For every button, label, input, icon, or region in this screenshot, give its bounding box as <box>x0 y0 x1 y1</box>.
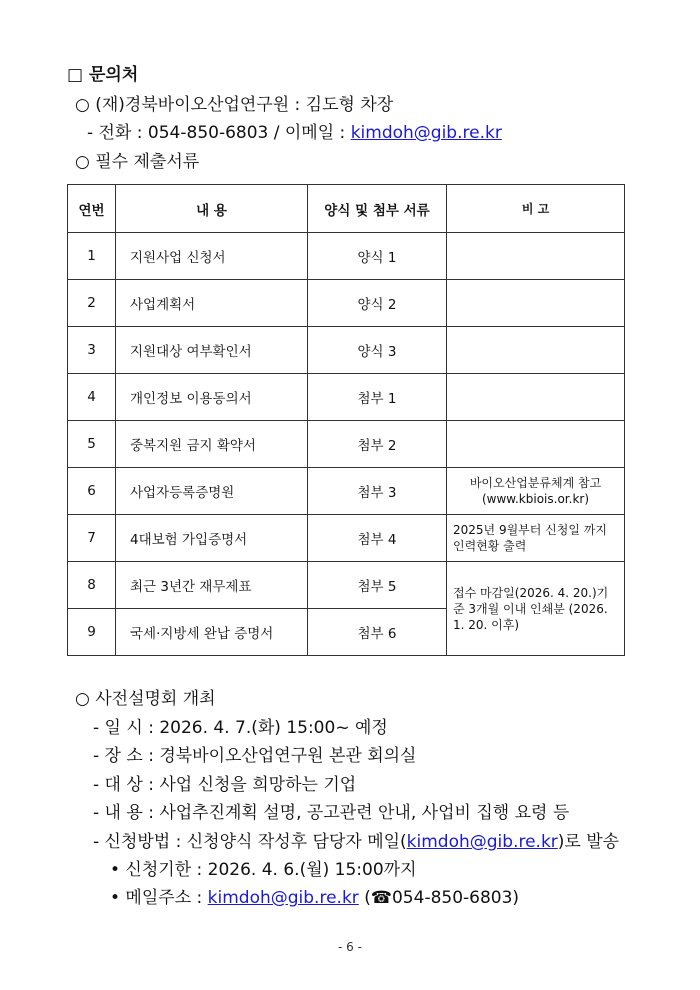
mail-email-link[interactable]: kimdoh@gib.re.kr <box>207 888 359 908</box>
col-note: 비 고 <box>447 185 625 233</box>
col-content: 내 용 <box>116 185 308 233</box>
mail-label: • 메일주소 : <box>110 888 208 908</box>
row-number: 7 <box>68 515 116 562</box>
method-email-link[interactable]: kimdoh@gib.re.kr <box>406 832 558 852</box>
page-number: - 6 - <box>338 940 362 954</box>
table-row <box>68 327 625 374</box>
row-number: 3 <box>68 327 116 374</box>
row-note <box>447 421 625 468</box>
table-row <box>68 374 625 421</box>
briefing-date: - 일 시 : 2026. 4. 7.(화) 15:00~ 예정 <box>93 718 388 738</box>
row-number: 2 <box>68 280 116 327</box>
row-number: 9 <box>68 609 116 656</box>
contact-phone: - 전화 : 054-850-6803 / 이메일 : <box>87 123 351 143</box>
row-number: 6 <box>68 468 116 515</box>
row-form: 첨부 1 <box>308 374 447 421</box>
table-row <box>68 233 625 280</box>
col-form: 양식 및 첨부 서류 <box>308 185 447 233</box>
briefing-place: - 장 소 : 경북바이오산업연구원 본관 회의실 <box>93 746 417 766</box>
method-suffix: )로 발송 <box>557 832 620 852</box>
table-row <box>68 515 625 562</box>
briefing-target: - 대 상 : 사업 신청을 희망하는 기업 <box>93 775 357 795</box>
briefing-deadline: • 신청기한 : 2026. 4. 6.(월) 15:00까지 <box>110 860 417 880</box>
row-number: 4 <box>68 374 116 421</box>
row-content: 중복지원 금지 확약서 <box>116 421 308 468</box>
table-row <box>68 562 625 609</box>
row-form: 양식 1 <box>308 233 447 280</box>
row-content: 지원사업 신청서 <box>116 233 308 280</box>
row-number: 1 <box>68 233 116 280</box>
briefing-header: ○ 사전설명회 개최 <box>75 689 216 709</box>
contact-email-link[interactable]: kimdoh@gib.re.kr <box>350 123 502 143</box>
row-content: 개인정보 이용동의서 <box>116 374 308 421</box>
row-content: 사업계획서 <box>116 280 308 327</box>
briefing-mail <box>110 887 519 909</box>
row-form: 첨부 2 <box>308 421 447 468</box>
table-row <box>68 468 625 515</box>
row-form: 양식 2 <box>308 280 447 327</box>
row-number: 5 <box>68 421 116 468</box>
table-row <box>68 421 625 468</box>
row-note: 2025년 9월부터 신청일 까지 인력현황 출력 <box>447 515 625 562</box>
row-note <box>447 280 625 327</box>
table-row <box>68 280 625 327</box>
row-number: 8 <box>68 562 116 609</box>
row-note <box>447 233 625 280</box>
contact-person: ○ (재)경북바이오산업연구원 : 김도형 차장 <box>75 95 394 115</box>
row-note <box>447 327 625 374</box>
contact-header: □ 문의처 <box>67 65 139 85</box>
row-content: 국세·지방세 완납 증명서 <box>116 609 308 656</box>
row-note-merged: 접수 마감일(2026. 4. 20.)기준 3개월 이내 인쇄분 (2026. 1. 20. 이후) <box>447 562 625 656</box>
row-note <box>447 374 625 421</box>
briefing-content: - 내 용 : 사업추진계획 설명, 공고관련 안내, 사업비 집행 요령 등 <box>93 803 570 823</box>
col-number: 연번 <box>68 185 116 233</box>
contact-phone-line <box>87 122 502 144</box>
row-note: 바이오산업분류체계 참고 (www.kbiois.or.kr) <box>447 468 625 515</box>
docs-header: ○ 필수 제출서류 <box>75 152 200 172</box>
briefing-method <box>93 831 619 853</box>
row-form: 첨부 5 <box>308 562 447 609</box>
row-form: 첨부 3 <box>308 468 447 515</box>
row-content: 지원대상 여부확인서 <box>116 327 308 374</box>
method-text: - 신청방법 : 신청양식 작성후 담당자 메일( <box>93 832 407 852</box>
row-content: 최근 3년간 재무제표 <box>116 562 308 609</box>
row-content: 사업자등록증명원 <box>116 468 308 515</box>
row-form: 양식 3 <box>308 327 447 374</box>
mail-phone: (☎054-850-6803) <box>364 888 520 908</box>
required-docs-table <box>67 184 625 656</box>
row-form: 첨부 4 <box>308 515 447 562</box>
table-header-row <box>68 185 625 233</box>
row-form: 첨부 6 <box>308 609 447 656</box>
row-content: 4대보험 가입증명서 <box>116 515 308 562</box>
